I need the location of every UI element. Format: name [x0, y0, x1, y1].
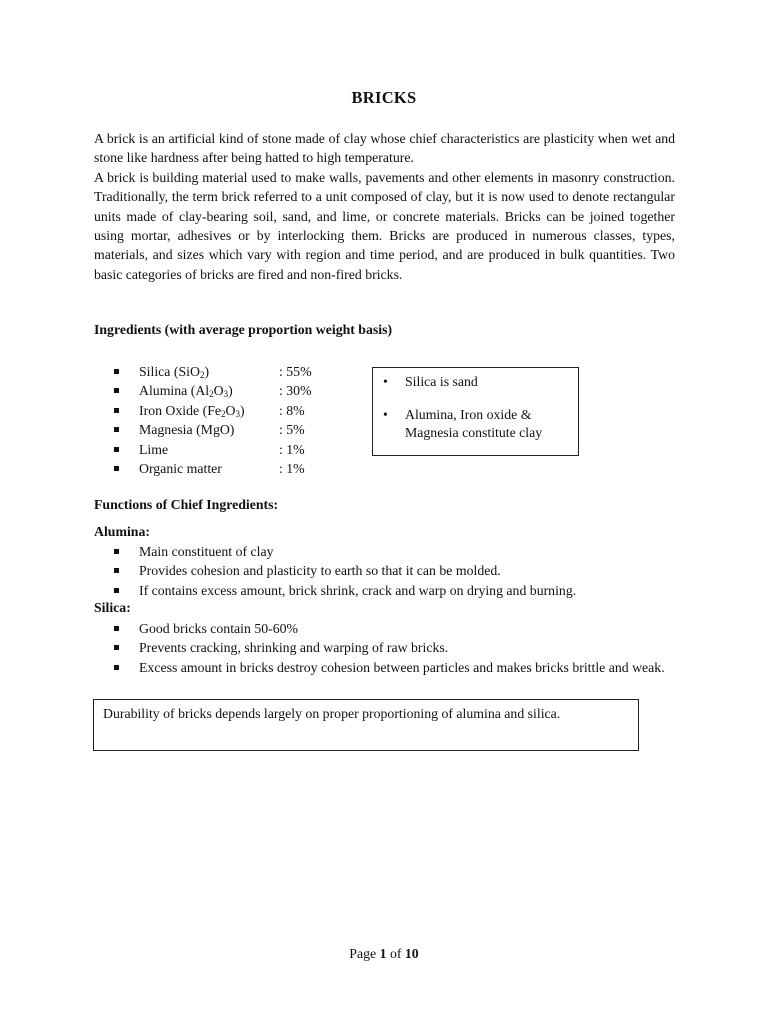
square-bullet-icon [114, 466, 119, 471]
intro-paragraph-1: A brick is an artificial kind of stone made of clay whose chief characteristics are plasticity when wet and stone like hardness after being hatted to high temperature. [94, 131, 675, 166]
page-word: Page [349, 946, 377, 961]
ingredient-name: Alumina $(Al_2O_3)$ [139, 383, 233, 400]
page-total: 10 [404, 946, 419, 961]
list-item: Main constituent of clay [114, 542, 674, 561]
list-item: Prevents cracking, shrinking and warping of raw bricks. [114, 638, 674, 657]
square-bullet-icon [114, 626, 119, 631]
square-bullet-icon [114, 665, 119, 670]
ingredient-proportion: : 1% [279, 460, 305, 476]
durability-note-box: Durability of bricks depends largely on proper proportioning of alumina and silica. [93, 699, 639, 751]
square-bullet-icon [114, 568, 119, 573]
page-number: 1 [379, 946, 387, 961]
square-bullet-icon [114, 645, 119, 650]
functions-heading: Functions of Chief Ingredients: [94, 497, 279, 512]
alumina-functions-list [114, 542, 674, 600]
page-footer [0, 946, 768, 962]
square-bullet-icon [114, 369, 119, 374]
ingredient-proportion: : 55% [279, 364, 312, 379]
ingredient-proportion: : 30% [279, 383, 312, 399]
square-bullet-icon [114, 427, 119, 432]
list-item: If contains excess amount, brick shrink, crack and warp on drying and burning. [114, 581, 674, 600]
list-item: Good bricks contain 50-60% [114, 619, 674, 638]
square-bullet-icon [114, 447, 119, 452]
ingredient-proportion: : 1% [279, 441, 305, 457]
ingredients-heading: Ingredients (with average proportion weight basis) [94, 322, 393, 337]
silica-functions-list [114, 619, 674, 677]
ingredient-name: Lime [139, 441, 169, 457]
note-text: Silica is sand [405, 374, 478, 389]
list-item: Excess amount in bricks destroy cohesion between particles and makes bricks brittle and weak. [114, 658, 674, 677]
silica-heading: Silica: [94, 600, 131, 615]
square-bullet-icon [114, 549, 119, 554]
of-word: of [389, 946, 402, 961]
square-bullet-icon [114, 388, 119, 393]
intro-paragraph-2: A brick is building material used to make walls, pavements and other elements in masonry construction. Traditionally, the term brick referred to a unit composed of clay, but it is now used to denote rectangular units made of clay-bearing soil, sand, and lime, or concrete materials. Bricks can be joined together using mortar, adhesives or by interlocking them. Bricks are produced in numerous classes, types, materials, and sizes which vary with region and time period, and are produced in bulk quantities. Two basic categories of bricks are fired and non-fired bricks. [94, 169, 675, 282]
page-title: BRICKS [351, 88, 417, 107]
square-bullet-icon [114, 588, 119, 593]
square-bullet-icon [114, 408, 119, 413]
bullet-dot-icon: • [383, 374, 388, 389]
alumina-heading: Alumina: [94, 524, 150, 539]
ingredient-name: Organic matter [139, 460, 222, 476]
ingredient-name: Magnesia (MgO) [139, 422, 235, 438]
ingredients-note-box [372, 367, 579, 456]
ingredient-proportion: : 8% [279, 402, 305, 418]
note-text: Alumina, Iron oxide & Magnesia constitute clay [405, 407, 543, 440]
ingredient-proportion: : 5% [279, 422, 305, 438]
bullet-dot-icon: • [383, 407, 388, 422]
intro-text [94, 129, 675, 284]
ingredient-name: Silica (SiO$_2$) [139, 364, 210, 380]
ingredient-name: Iron Oxide $(Fe_2O_3)$ [139, 402, 245, 419]
list-item: Provides cohesion and plasticity to earth so that it can be molded. [114, 561, 674, 580]
